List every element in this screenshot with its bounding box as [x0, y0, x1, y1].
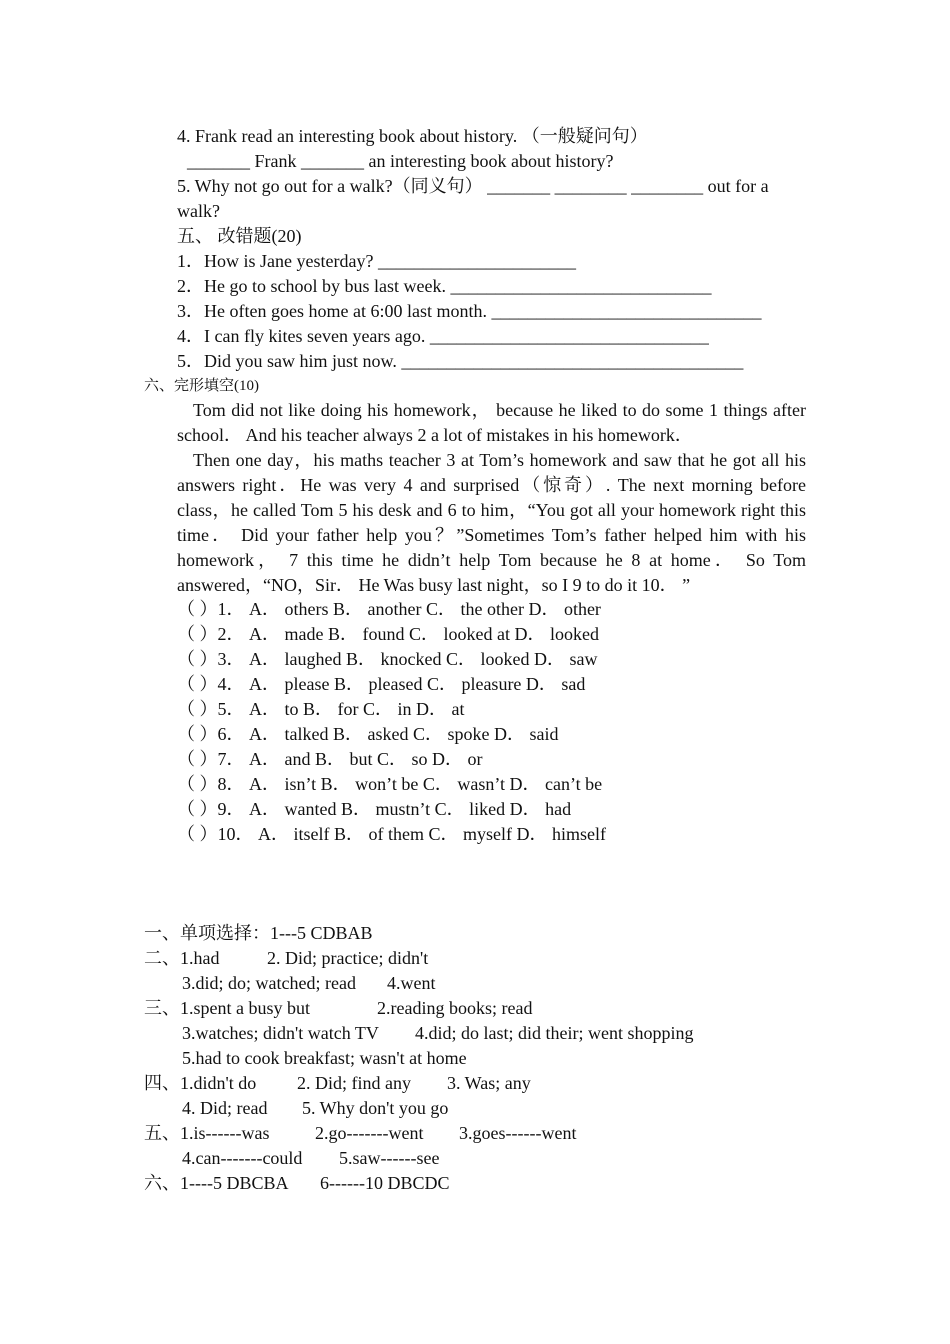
answer-section-3-item-4: 4.did; do last; did their; went shopping: [415, 1023, 694, 1043]
answer-section-4-item-4: 4. Did; read: [182, 1098, 268, 1118]
cloze-paragraph-1: Tom did not like doing his homework， because he liked to do some 1 things after school． And his teacher always 2 a lot of mistakes in his homework．: [177, 400, 806, 445]
answer-section-2-item-3: 3.did; do; watched; read: [182, 973, 356, 993]
answer-section-5-item-5: 5.saw------see: [339, 1148, 440, 1168]
answer-section-3-item-5: 5.had to cook breakfast; wasn't at home: [182, 1048, 467, 1068]
question-5-continued: walk?: [177, 201, 220, 221]
answer-section-4-item-1: 四、1.didn't do: [144, 1073, 257, 1093]
cloze-option-1: （ ）1． A． others B． another C． the other D． other: [177, 599, 601, 619]
section6-title: 六、完形填空(10): [144, 378, 259, 394]
correction-item-4: 4．I can fly kites seven years ago. _______________________________: [177, 326, 709, 346]
question-4: 4. Frank read an interesting book about history. （一般疑问句）: [177, 126, 648, 146]
answer-section-5-item-1: 五、1.is------was: [144, 1123, 270, 1143]
answer-section-5-item-4: 4.can-------could: [182, 1148, 303, 1168]
correction-item-5: 5．Did you saw him just now. ______________________________________: [177, 351, 744, 371]
cloze-option-10: （ ）10． A． itself B． of them C． myself D． himself: [177, 824, 606, 844]
answer-section-1: 一、单项选择：1---5 CDBAB: [144, 923, 373, 943]
correction-item-3: 3．He often goes home at 6:00 last month. ______________________________: [177, 301, 762, 321]
answer-section-5-item-2: 2.go-------went: [315, 1123, 424, 1143]
section5-title: 五、 改错题(20): [177, 226, 302, 246]
cloze-option-5: （ ）5． A． to B． for C． in D． at: [177, 699, 465, 719]
answer-section-5-item-3: 3.goes------went: [459, 1123, 577, 1143]
answer-section-4-item-3: 3. Was; any: [447, 1073, 531, 1093]
answer-section-3-item-2: 2.reading books; read: [377, 998, 533, 1018]
cloze-option-4: （ ）4． A． please B． pleased C． pleasure D． sad: [177, 674, 586, 694]
answer-section-3-item-3: 3.watches; didn't watch TV: [182, 1023, 379, 1043]
answer-section-2-item-1: 二、1.had: [144, 948, 220, 968]
answer-section-4-item-2: 2. Did; find any: [297, 1073, 411, 1093]
answer-section-2-item-4: 4.went: [387, 973, 436, 993]
cloze-option-9: （ ）9． A． wanted B． mustn’t C． liked D． had: [177, 799, 572, 819]
cloze-option-6: （ ）6． A． talked B． asked C． spoke D． said: [177, 724, 559, 744]
question-5: 5. Why not go out for a walk?（同义句） _______ ________ ________ out for a: [177, 176, 769, 196]
cloze-paragraph-2: Then one day，his maths teacher 3 at Tom’s homework and saw that he got all his answers right．He was very 4 and surprised（惊奇）. The next morning before class，he called Tom 5 his desk and 6 to him，“You got all your homework right this time． Did your father help you？”Sometimes Tom’s father helped him with his homework， 7 this time he didn’t help Tom because he 8 at home． So Tom answered，“NO，Sir． He Was busy last night，so I 9 to do it 10． ”: [177, 450, 806, 595]
cloze-option-2: （ ）2． A． made B． found C． looked at D． looked: [177, 624, 599, 644]
answer-section-4-item-5: 5. Why don't you go: [302, 1098, 449, 1118]
answer-section-6-item-1: 六、1----5 DBCBA: [144, 1173, 289, 1193]
correction-item-1: 1．How is Jane yesterday? ______________________: [177, 251, 576, 271]
answer-section-6-item-2: 6------10 DBCDC: [320, 1173, 450, 1193]
cloze-option-8: （ ）8． A． isn’t B． won’t be C． wasn’t D． can’t be: [177, 774, 603, 794]
cloze-option-3: （ ）3． A． laughed B． knocked C． looked D． saw: [177, 649, 598, 669]
cloze-option-7: （ ）7． A． and B． but C． so D． or: [177, 749, 483, 769]
answer-section-3-item-1: 三、1.spent a busy but: [144, 998, 310, 1018]
correction-item-2: 2．He go to school by bus last week. _____________________________: [177, 276, 712, 296]
question-4-answer-line: _______ Frank _______ an interesting book about history?: [187, 151, 614, 171]
answer-section-2-item-2: 2. Did; practice; didn't: [267, 948, 429, 968]
